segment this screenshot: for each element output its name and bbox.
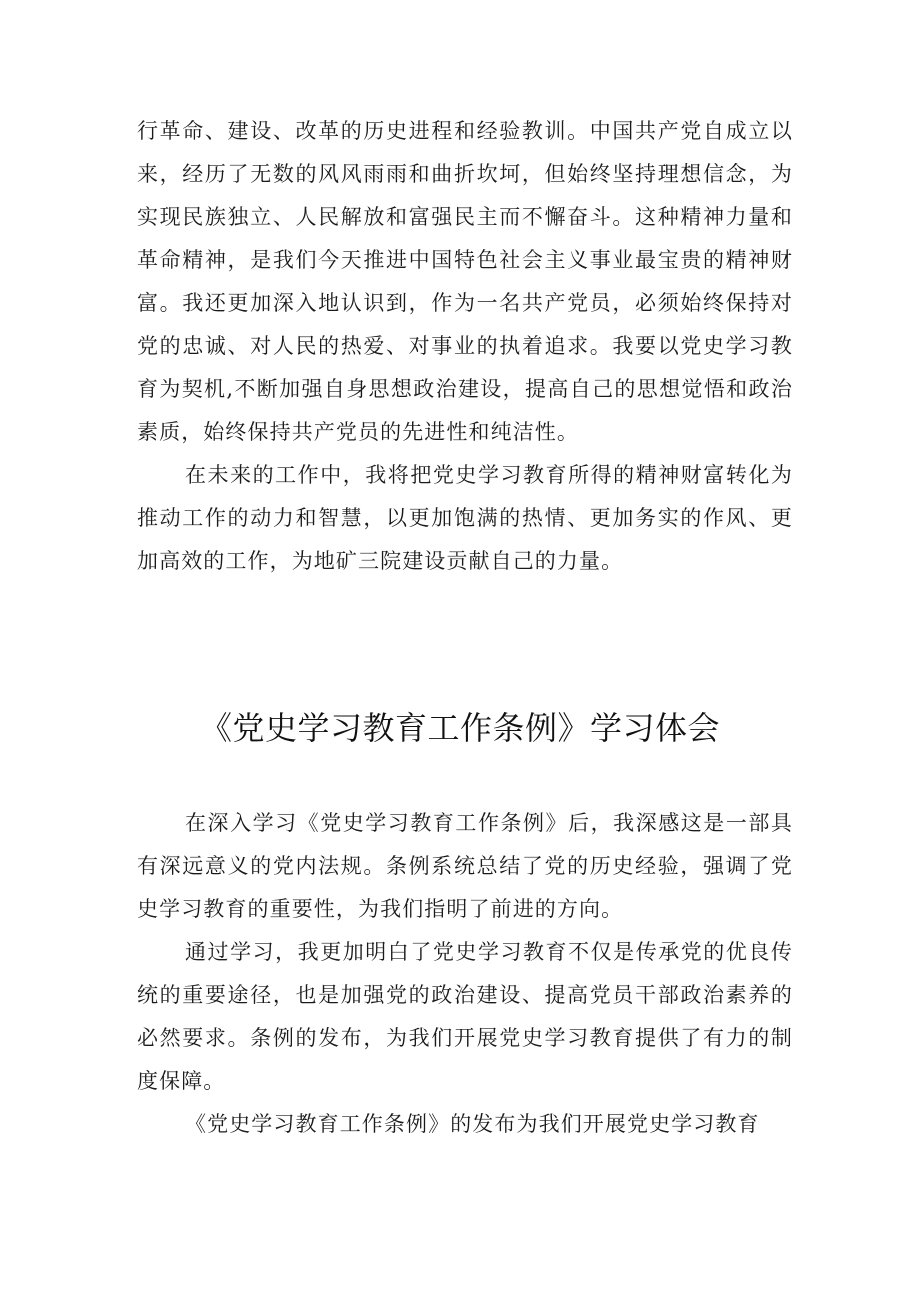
paragraph-study-release: 《党史学习教育工作条例》的发布为我们开展党史学习教育 (185, 1112, 760, 1136)
paragraph-study-intro: 在深入学习《党史学习教育工作条例》后，我深感这是一部具有深远意义的党内法规。条例系统总结了党的历史经验，强调了党史学习教育的重要性，为我们指明了前进的方向。 (137, 811, 793, 921)
article-title: 《党史学习教育工作条例》学习体会 (199, 709, 720, 747)
paragraph-study-understanding: 通过学习，我更加明白了党史学习教育不仅是传承党的优良传统的重要途径，也是加强党的政治建设、提高党员干部政治素养的必然要求。条例的发布，为我们开展党史学习教育提供了有力的制度保障。 (137, 940, 793, 1093)
paragraph-future-work: 在未来的工作中，我将把党史学习教育所得的精神财富转化为推动工作的动力和智慧，以更加饱满的热情、更加务实的作风、更加高效的工作，为地矿三院建设贡献自己的力量。 (137, 463, 793, 573)
section-two-body (137, 802, 793, 1146)
paragraph-continued: 行革命、建设、改革的历史进程和经验教训。中国共产党自成立以来，经历了无数的风风雨雨和曲折坎坷，但始终坚持理想信念，为实现民族独立、人民解放和富强民主而不懈奋斗。这种精神力量和革命精神，是我们今天推进中国特色社会主义事业最宝贵的精神财富。我还更加深入地认识到，作为一名共产党员，必须始终保持对党的忠诚、对人民的热爱、对事业的执着追求。我要以党史学习教育为契机,不断加强自身思想政治建设，提高自己的思想觉悟和政治素质，始终保持共产党员的先进性和纯洁性。 (137, 119, 793, 444)
section-one-body (137, 110, 793, 583)
